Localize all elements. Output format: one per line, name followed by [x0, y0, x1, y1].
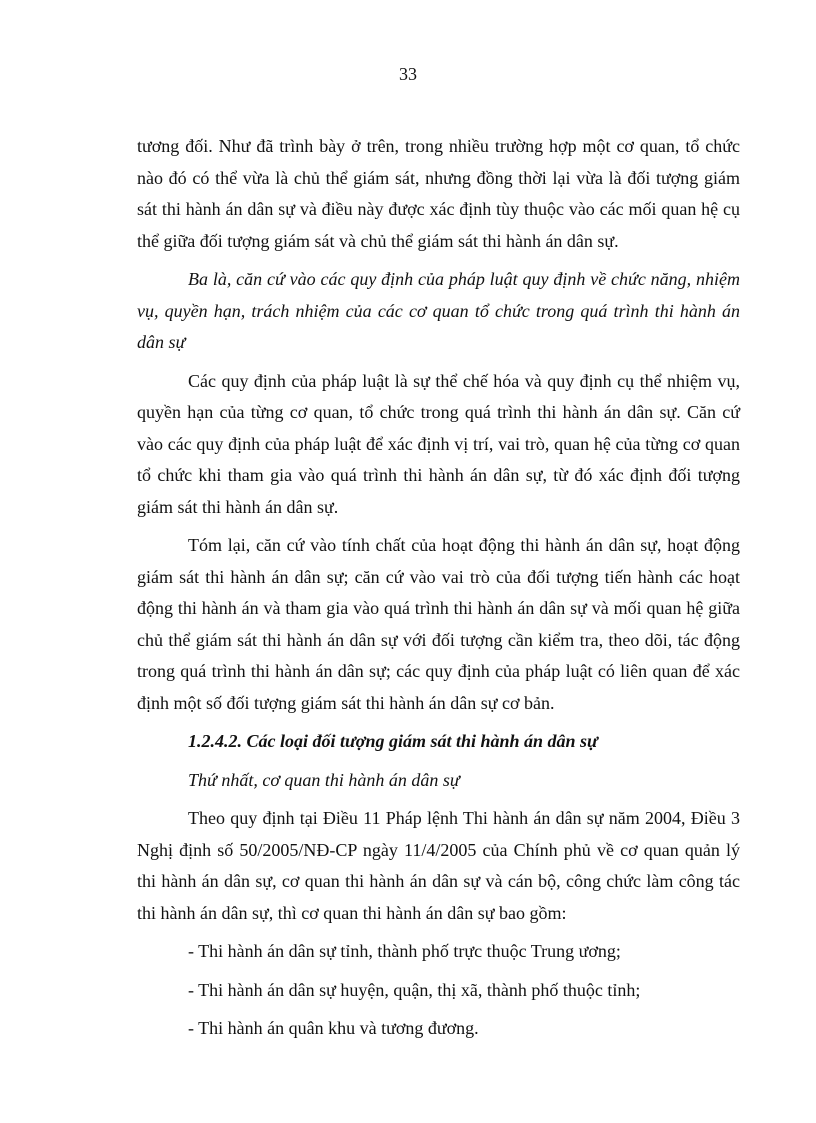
paragraph-legal-provisions: Các quy định của pháp luật là sự thể chế hóa và quy định cụ thể nhiệm vụ, quyền hạn của từng cơ quan, tổ chức trong quá trình thi hành án dân sự. Căn cứ vào các quy định của pháp luật để xác định vị trí, vai trò, quan hệ của từng cơ quan tổ chức khi tham gia vào quá trình thi hành án dân sự, từ đó xác định đối tượng giám sát thi hành án dân sự.: [137, 370, 740, 517]
paragraph-regulation: Theo quy định tại Điều 11 Pháp lệnh Thi hành án dân sự năm 2004, Điều 3 Nghị định số 50/2005/NĐ-CP ngày 11/4/2005 của Chính phủ về cơ quan quản lý thi hành án dân sự, cơ quan thi hành án dân sự và cán bộ, công chức làm công tác thi hành án dân sự, thì cơ quan thi hành án dân sự bao gồm:: [137, 808, 740, 923]
paragraph-summary: Tóm lại, căn cứ vào tính chất của hoạt động thi hành án dân sự, hoạt động giám sát thi hành án dân sự; căn cứ vào vai trò của đối tượng tiến hành các hoạt động thi hành án và tham gia vào quá trình thi hành án dân sự và mối quan hệ giữa chủ thể giám sát thi hành án dân sự với đối tượng cần kiểm tra, theo dõi, tác động trong quá trình thi hành án dân sự; các quy định của pháp luật có liên quan để xác định một số đối tượng giám sát thi hành án dân sự cơ bản.: [137, 535, 740, 713]
section-heading: 1.2.4.2. Các loại đối tượng giám sát thi hành án dân sự: [188, 731, 598, 751]
list-item: - Thi hành án quân khu và tương đương.: [188, 1018, 479, 1038]
paragraph-continuation: tương đối. Như đã trình bày ở trên, trong nhiều trường hợp một cơ quan, tổ chức nào đó có thể vừa là chủ thể giám sát, nhưng đồng thời lại vừa là đối tượng giám sát thi hành án dân sự và điều này được xác định tùy thuộc vào các mối quan hệ cụ thể giữa đối tượng giám sát và chủ thể giám sát thi hành án dân sự.: [137, 136, 740, 251]
list-item: - Thi hành án dân sự tỉnh, thành phố trực thuộc Trung ương;: [188, 941, 621, 961]
list-item: - Thi hành án dân sự huyện, quận, thị xã, thành phố thuộc tỉnh;: [188, 979, 641, 1000]
document-body: [137, 131, 740, 1045]
page-number: 33: [399, 64, 417, 84]
paragraph-criterion-three: Ba là, căn cứ vào các quy định của pháp luật quy định về chức năng, nhiệm vụ, quyền hạn, trách nhiệm của các cơ quan tổ chức trong quá trình thi hành án dân sự: [137, 269, 740, 352]
paragraph-first-subject: Thứ nhất, cơ quan thi hành án dân sự: [188, 769, 460, 790]
